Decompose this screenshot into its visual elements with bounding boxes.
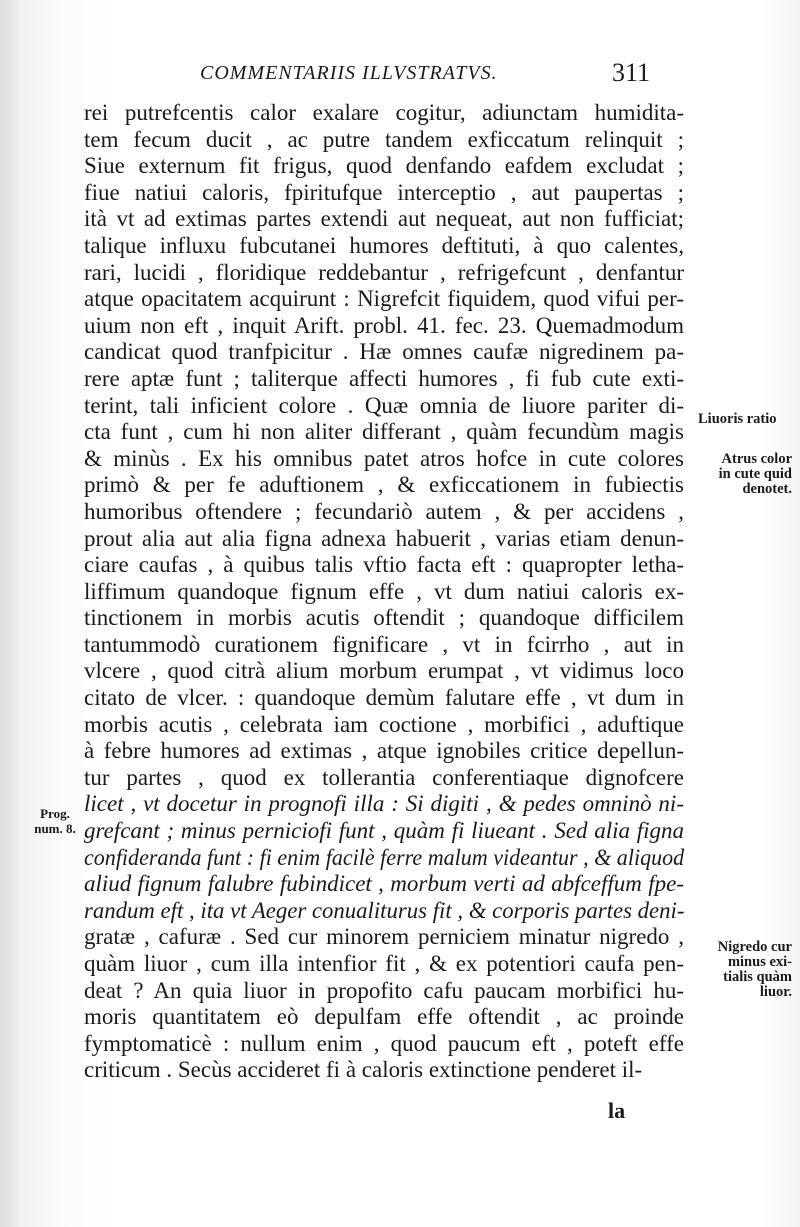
text-line: deat ? An quia liuor in propofito cafu paucam morbifici hu- [84,977,684,1003]
text-line: moris quantitatem eò depulfam effe oftendit , ac proinde [84,1004,684,1030]
text-line: talique influxu fubcutanei humores deftituti, à quo calentes, [84,232,684,258]
margin-note-line: Prog. [40,806,70,821]
running-head: COMMENTARIIS ILLVSTRATVS. [200,62,498,84]
text-line: ciare caufas , à quibus talis vftio facta eft : quapropter letha- [84,552,684,578]
text-line: quàm liuor , cum illa intenfior fit , & ex potentiori caufa pen- [84,951,684,976]
text-line: rei putrefcentis calor exalare cogitur, adiunctam humidita- [84,100,684,125]
text-line: primò & per fe aduftionem , & exficcationem in fubiectis [84,472,684,498]
text-line: confideranda funt : fi enim facilè ferre malum videantur , & aliquod [84,844,685,870]
page-number: 311 [611,58,650,87]
text-line: fymptomaticè : nullum enim , quod paucum eft , poteft effe [84,1030,684,1056]
text-line: tinctionem in morbis acutis oftendit ; quandoque difficilem [84,605,684,631]
text-line: tantummodò curationem fignificare , vt in fcirrho , aut in [84,631,684,657]
text-line: terint, tali inficient colore . Quæ omnia de liuore pariter di- [84,392,684,418]
margin-note-line: Nigredo cur [717,939,792,955]
catchword: la [608,1098,626,1123]
text-line: humoribus oftendere ; fecundariò autem , & per accidens , [84,498,684,524]
text-line: ità vt ad extimas partes extendi aut nequeat, aut non fufficiat; [84,206,684,232]
text-line: morbis acutis , celebrata iam coctione , morbifici , aduftique [84,711,684,737]
margin-note-line: denotet. [742,481,792,497]
text-line: randum eft , ita vt Aeger conualiturus fit , & corporis partes deni- [84,897,685,923]
margin-note-liuoris: Liuoris ratio [698,411,777,427]
margin-note-line: liuor. [759,984,792,1000]
text-line: gratæ , cafuræ . Sed cur minorem perniciem minatur nigredo , [84,924,684,950]
margin-note-nigredo [692,940,792,1000]
text-line: cta funt , cum hi non aliter differant , quàm fecundùm magis [84,419,684,445]
text-line: criticum . Secùs accideret fi à caloris extinctione penderet il- [84,1057,643,1083]
text-line: atque opacitatem acquirunt : Nigrefcit fiquidem, quod vifui per- [84,286,684,312]
margin-note-line: tialis quàm [723,969,792,985]
text-line: candicat quod tranfpicitur . Hæ omnes caufæ nigredinem pa- [84,339,684,365]
text-line: aliud fignum falubre fubindicet , morbum verti ad abfceffum fpe- [84,871,684,897]
text-line: Siue externum fit frigus, quod denfando eafdem excludat ; [84,153,684,179]
text-line: rere aptæ funt ; taliterque affecti humores , fi fub cute exti- [84,365,684,391]
body-text [84,100,684,1084]
margin-note-line: num. 8. [34,821,76,836]
margin-note-atrus-color [692,452,792,497]
text-line: uium non eft , inquit Arift. probl. 41. fec. 23. Quemadmodum [84,312,684,338]
margin-note-line: Atrus color [721,451,792,467]
text-line: fiue natiui caloris, fpiritufque interceptio , aut paupertas ; [84,179,684,205]
text-line: à febre humores ad extimas , atque ignobiles critice depellun- [84,738,684,764]
margin-note-prog [30,806,80,836]
text-line: licet , vt docetur in prognofi illa : Si digiti , & pedes omninò ni- [84,791,684,817]
text-line: rari, lucidi , floridique reddebantur , refrigefcunt , denfantur [84,259,684,285]
margin-note-line: in cute quid [718,466,792,482]
page-header [200,58,650,94]
text-line: citato de vlcer. : quandoque demùm falutare effe , vt dum in [84,685,684,711]
text-line: liffimum quandoque fignum effe , vt dum natiui caloris ex- [84,578,684,604]
text-line: tur partes , quod ex tollerantia conferentiaque dignofcere [84,764,684,790]
text-line: grefcant ; minus perniciofi funt , quàm fi liueant . Sed alia figna [84,818,684,844]
text-line: tem fecum ducit , ac putre tandem exficcatum relinquit ; [84,126,684,152]
text-line: & minùs . Ex his omnibus patet atros hofce in cute colores [84,445,684,471]
margin-note-line: minus exi- [727,954,792,970]
text-line: prout alia aut alia figna adnexa habuerit , varias etiam denun- [84,525,684,551]
text-line: vlcere , quod citrà alium morbum erumpat , vt vidimus loco [84,658,684,684]
